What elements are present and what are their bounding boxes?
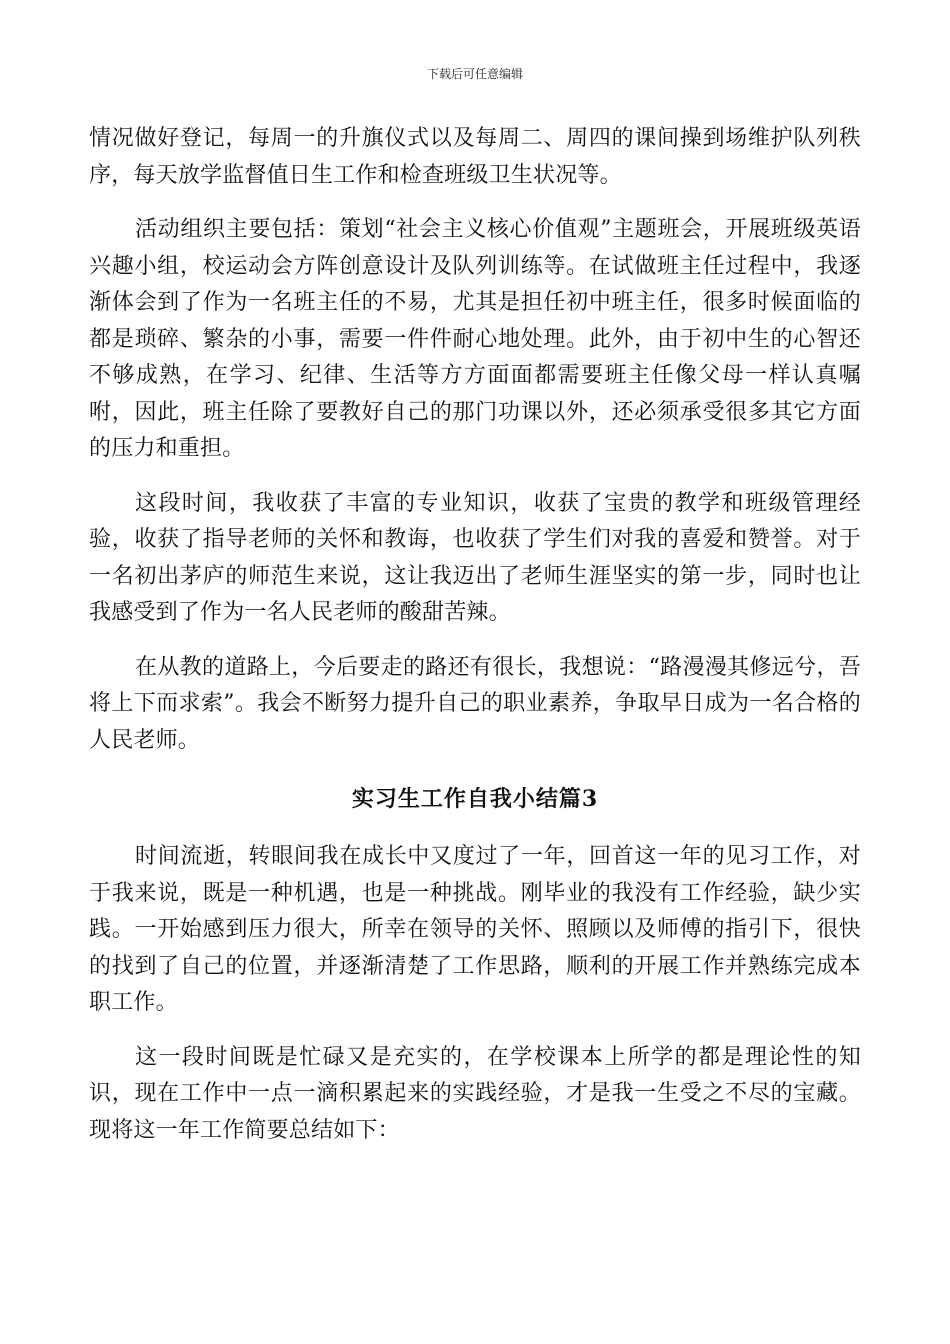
section-title: 实习生工作自我小结篇3 [351, 786, 599, 812]
paragraph-continuation: 情况做好登记，每周一的升旗仪式以及每周二、周四的课间操到场维护队列秩序，每天放学监督值日生工作和检查班级卫生状况等。 [89, 126, 861, 188]
paragraph-summary-intro: 这一段时间既是忙碌又是充实的，在学校课本上所学的都是理论性的知识，现在工作中一点一滴积累起来的实践经验，才是我一生受之不尽的宝藏。现将这一年工作简要总结如下： [89, 1044, 861, 1143]
page-header: 下载后可任意编辑 [426, 67, 523, 81]
paragraph-year-review: 时间流逝，转眼间我在成长中又度过了一年，回首这一年的见习工作，对于我来说，既是一种机遇，也是一种挑战。刚毕业的我没有工作经验，缺少实践。一开始感到压力很大，所幸在领导的关怀、照顾以及师傅的指引下，很快的找到了自己的位置，并逐渐清楚了工作思路，顺利的开展工作并熟练完成本职工作。 [89, 844, 861, 1015]
paragraph-future: 在从教的道路上，今后要走的路还有很长，我想说：“路漫漫其修远兮，吾将上下而求索”。我会不断努力提升自己的职业素养，争取早日成为一名合格的人民老师。 [89, 654, 861, 753]
document-body [89, 121, 861, 1149]
paragraph-activities: 活动组织主要包括：策划“社会主义核心价值观”主题班会，开展班级英语兴趣小组，校运动会方阵创意设计及队列训练等。在试做班主任过程中，我逐渐体会到了作为一名班主任的不易，尤其是担任初中班主任，很多时候面临的都是琐碎、繁杂的小事，需要一件件耐心地处理。此外，由于初中生的心智还不够成熟，在学习、纪律、生活等方方面面都需要班主任像父母一样认真嘱咐，因此，班主任除了要教好自己的那门功课以外，还必须承受很多其它方面的压力和重担。 [89, 217, 861, 461]
paragraph-harvest: 这段时间，我收获了丰富的专业知识，收获了宝贵的教学和班级管理经验，收获了指导老师的关怀和教诲，也收获了学生们对我的喜爱和赞誉。对于一名初出茅庐的师范生来说，这让我迈出了老师生涯坚实的第一步，同时也让我感受到了作为一名人民老师的酸甜苦辣。 [89, 490, 861, 625]
